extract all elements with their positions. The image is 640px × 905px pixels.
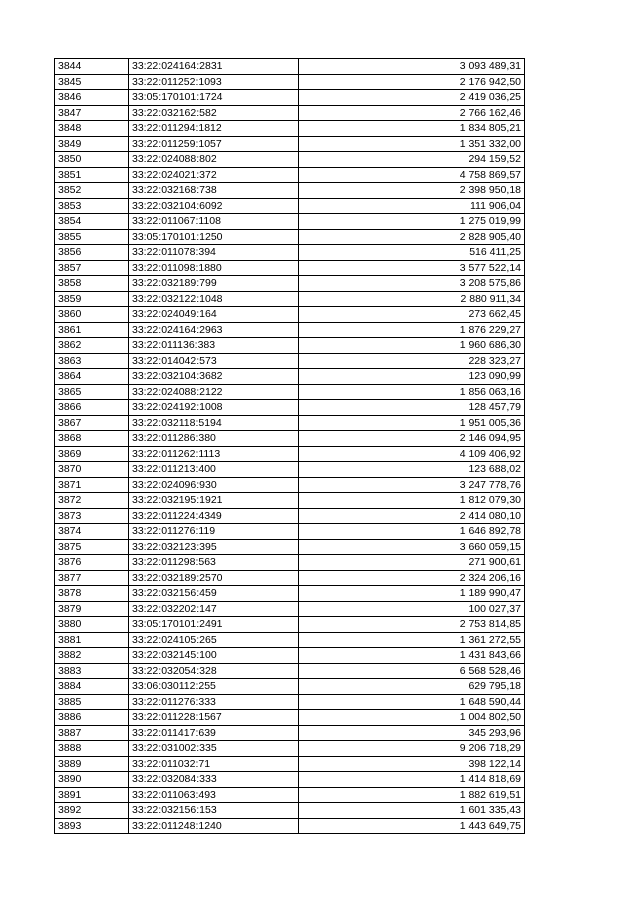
row-number-cell: 3846 (55, 90, 129, 106)
table-row (55, 167, 525, 183)
cadastral-number-cell: 33:22:011067:1108 (129, 214, 299, 230)
table-row (55, 121, 525, 137)
row-number-cell: 3875 (55, 539, 129, 555)
cadastral-value-cell: 228 323,27 (299, 353, 525, 369)
cadastral-number-cell: 33:22:024105:265 (129, 632, 299, 648)
cadastral-number-cell: 33:22:032168:738 (129, 183, 299, 199)
table-row (55, 415, 525, 431)
cadastral-value-cell: 4 758 869,57 (299, 167, 525, 183)
row-number-cell: 3859 (55, 291, 129, 307)
cadastral-number-cell: 33:22:011098:1880 (129, 260, 299, 276)
table-row (55, 446, 525, 462)
cadastral-number-cell: 33:22:011213:400 (129, 462, 299, 478)
table-row (55, 493, 525, 509)
table-row (55, 322, 525, 338)
cadastral-value-cell: 1 812 079,30 (299, 493, 525, 509)
cadastral-value-cell: 3 247 778,76 (299, 477, 525, 493)
cadastral-value-cell: 1 648 590,44 (299, 694, 525, 710)
row-number-cell: 3890 (55, 772, 129, 788)
cadastral-number-cell: 33:22:011259:1057 (129, 136, 299, 152)
table-row (55, 198, 525, 214)
row-number-cell: 3886 (55, 710, 129, 726)
cadastral-number-cell: 33:22:024096:930 (129, 477, 299, 493)
cadastral-value-cell: 1 834 805,21 (299, 121, 525, 137)
cadastral-value-cell: 1 275 019,99 (299, 214, 525, 230)
row-number-cell: 3893 (55, 818, 129, 834)
cadastral-number-cell: 33:22:024164:2963 (129, 322, 299, 338)
row-number-cell: 3872 (55, 493, 129, 509)
cadastral-value-cell: 2 880 911,34 (299, 291, 525, 307)
row-number-cell: 3852 (55, 183, 129, 199)
cadastral-value-cell: 271 900,61 (299, 555, 525, 571)
table-row (55, 632, 525, 648)
cadastral-number-cell: 33:22:032054:328 (129, 663, 299, 679)
row-number-cell: 3865 (55, 384, 129, 400)
cadastral-value-cell: 2 324 206,16 (299, 570, 525, 586)
cadastral-number-cell: 33:22:032104:3682 (129, 369, 299, 385)
table-row (55, 431, 525, 447)
table-row (55, 617, 525, 633)
row-number-cell: 3873 (55, 508, 129, 524)
cadastral-value-cell: 1 414 818,69 (299, 772, 525, 788)
table-row (55, 74, 525, 90)
row-number-cell: 3882 (55, 648, 129, 664)
table-row (55, 59, 525, 75)
cadastral-value-cell: 398 122,14 (299, 756, 525, 772)
cadastral-value-cell: 2 414 080,10 (299, 508, 525, 524)
cadastral-number-cell: 33:22:011262:1113 (129, 446, 299, 462)
row-number-cell: 3869 (55, 446, 129, 462)
cadastral-number-cell: 33:22:032195:1921 (129, 493, 299, 509)
cadastral-value-cell: 1 951 005,36 (299, 415, 525, 431)
row-number-cell: 3868 (55, 431, 129, 447)
cadastral-value-cell: 345 293,96 (299, 725, 525, 741)
document-page (54, 58, 525, 834)
row-number-cell: 3877 (55, 570, 129, 586)
row-number-cell: 3867 (55, 415, 129, 431)
cadastral-number-cell: 33:22:032104:6092 (129, 198, 299, 214)
table-row (55, 741, 525, 757)
table-row (55, 260, 525, 276)
cadastral-value-cell: 3 093 489,31 (299, 59, 525, 75)
cadastral-number-cell: 33:22:011417:639 (129, 725, 299, 741)
table-row (55, 648, 525, 664)
table-row (55, 710, 525, 726)
cadastral-number-cell: 33:22:011136:383 (129, 338, 299, 354)
row-number-cell: 3862 (55, 338, 129, 354)
cadastral-number-cell: 33:22:024021:372 (129, 167, 299, 183)
cadastral-number-cell: 33:22:011286:380 (129, 431, 299, 447)
table-row (55, 152, 525, 168)
cadastral-number-cell: 33:22:032189:2570 (129, 570, 299, 586)
cadastral-number-cell: 33:22:032123:395 (129, 539, 299, 555)
row-number-cell: 3884 (55, 679, 129, 695)
cadastral-value-cell: 123 688,02 (299, 462, 525, 478)
row-number-cell: 3891 (55, 787, 129, 803)
cadastral-value-cell: 3 577 522,14 (299, 260, 525, 276)
cadastral-value-cell: 111 906,04 (299, 198, 525, 214)
table-row (55, 508, 525, 524)
cadastral-value-cell: 1 601 335,43 (299, 803, 525, 819)
row-number-cell: 3870 (55, 462, 129, 478)
cadastral-number-cell: 33:05:170101:2491 (129, 617, 299, 633)
row-number-cell: 3844 (55, 59, 129, 75)
table-row (55, 539, 525, 555)
table-row (55, 803, 525, 819)
table-row (55, 307, 525, 323)
cadastral-number-cell: 33:22:024164:2831 (129, 59, 299, 75)
cadastral-number-cell: 33:22:011298:563 (129, 555, 299, 571)
table-row (55, 524, 525, 540)
row-number-cell: 3860 (55, 307, 129, 323)
table-row (55, 214, 525, 230)
cadastral-number-cell: 33:22:011032:71 (129, 756, 299, 772)
table-row (55, 353, 525, 369)
cadastral-number-cell: 33:22:024088:2122 (129, 384, 299, 400)
row-number-cell: 3878 (55, 586, 129, 602)
table-row (55, 772, 525, 788)
cadastral-number-cell: 33:22:011228:1567 (129, 710, 299, 726)
row-number-cell: 3856 (55, 245, 129, 261)
cadastral-value-cell: 1 882 619,51 (299, 787, 525, 803)
cadastral-value-cell: 2 176 942,50 (299, 74, 525, 90)
cadastral-number-cell: 33:22:011248:1240 (129, 818, 299, 834)
cadastral-number-cell: 33:22:011294:1812 (129, 121, 299, 137)
table-row (55, 338, 525, 354)
table-row (55, 245, 525, 261)
table-row (55, 369, 525, 385)
table-row (55, 229, 525, 245)
cadastral-value-table (54, 58, 525, 834)
table-row (55, 663, 525, 679)
cadastral-number-cell: 33:22:032156:153 (129, 803, 299, 819)
cadastral-value-cell: 294 159,52 (299, 152, 525, 168)
cadastral-value-cell: 629 795,18 (299, 679, 525, 695)
cadastral-value-cell: 9 206 718,29 (299, 741, 525, 757)
table-row (55, 679, 525, 695)
row-number-cell: 3863 (55, 353, 129, 369)
row-number-cell: 3879 (55, 601, 129, 617)
row-number-cell: 3845 (55, 74, 129, 90)
row-number-cell: 3885 (55, 694, 129, 710)
cadastral-value-cell: 1 876 229,27 (299, 322, 525, 338)
row-number-cell: 3849 (55, 136, 129, 152)
row-number-cell: 3892 (55, 803, 129, 819)
row-number-cell: 3866 (55, 400, 129, 416)
table-row (55, 105, 525, 121)
row-number-cell: 3861 (55, 322, 129, 338)
row-number-cell: 3855 (55, 229, 129, 245)
cadastral-number-cell: 33:22:032162:582 (129, 105, 299, 121)
table-row (55, 586, 525, 602)
cadastral-value-cell: 2 753 814,85 (299, 617, 525, 633)
table-row (55, 136, 525, 152)
cadastral-value-cell: 4 109 406,92 (299, 446, 525, 462)
cadastral-number-cell: 33:05:170101:1250 (129, 229, 299, 245)
row-number-cell: 3880 (55, 617, 129, 633)
table-row (55, 400, 525, 416)
cadastral-number-cell: 33:22:032202:147 (129, 601, 299, 617)
cadastral-value-cell: 1 004 802,50 (299, 710, 525, 726)
cadastral-value-cell: 2 828 905,40 (299, 229, 525, 245)
cadastral-value-cell: 2 146 094,95 (299, 431, 525, 447)
row-number-cell: 3887 (55, 725, 129, 741)
table-row (55, 477, 525, 493)
cadastral-number-cell: 33:05:170101:1724 (129, 90, 299, 106)
cadastral-number-cell: 33:22:011078:394 (129, 245, 299, 261)
cadastral-value-cell: 128 457,79 (299, 400, 525, 416)
row-number-cell: 3888 (55, 741, 129, 757)
row-number-cell: 3847 (55, 105, 129, 121)
cadastral-number-cell: 33:22:032145:100 (129, 648, 299, 664)
cadastral-number-cell: 33:22:011252:1093 (129, 74, 299, 90)
row-number-cell: 3853 (55, 198, 129, 214)
cadastral-value-cell: 516 411,25 (299, 245, 525, 261)
table-row (55, 570, 525, 586)
table-row (55, 291, 525, 307)
row-number-cell: 3881 (55, 632, 129, 648)
cadastral-number-cell: 33:22:011276:119 (129, 524, 299, 540)
cadastral-number-cell: 33:22:011276:333 (129, 694, 299, 710)
table-row (55, 276, 525, 292)
table-row (55, 818, 525, 834)
cadastral-value-cell: 1 431 843,66 (299, 648, 525, 664)
row-number-cell: 3848 (55, 121, 129, 137)
row-number-cell: 3857 (55, 260, 129, 276)
cadastral-number-cell: 33:22:032084:333 (129, 772, 299, 788)
table-row (55, 555, 525, 571)
row-number-cell: 3858 (55, 276, 129, 292)
row-number-cell: 3889 (55, 756, 129, 772)
cadastral-value-cell: 2 398 950,18 (299, 183, 525, 199)
table-row (55, 725, 525, 741)
table-row (55, 462, 525, 478)
row-number-cell: 3876 (55, 555, 129, 571)
row-number-cell: 3850 (55, 152, 129, 168)
cadastral-value-cell: 1 443 649,75 (299, 818, 525, 834)
table-row (55, 756, 525, 772)
row-number-cell: 3883 (55, 663, 129, 679)
row-number-cell: 3874 (55, 524, 129, 540)
cadastral-number-cell: 33:22:024192:1008 (129, 400, 299, 416)
table-row (55, 384, 525, 400)
cadastral-value-cell: 273 662,45 (299, 307, 525, 323)
cadastral-number-cell: 33:22:011224:4349 (129, 508, 299, 524)
row-number-cell: 3864 (55, 369, 129, 385)
row-number-cell: 3871 (55, 477, 129, 493)
cadastral-number-cell: 33:22:032189:799 (129, 276, 299, 292)
cadastral-number-cell: 33:22:032156:459 (129, 586, 299, 602)
cadastral-number-cell: 33:22:031002:335 (129, 741, 299, 757)
cadastral-value-cell: 3 660 059,15 (299, 539, 525, 555)
cadastral-value-cell: 1 361 272,55 (299, 632, 525, 648)
cadastral-value-cell: 1 189 990,47 (299, 586, 525, 602)
cadastral-number-cell: 33:22:024088:802 (129, 152, 299, 168)
cadastral-value-cell: 2 766 162,46 (299, 105, 525, 121)
table-row (55, 601, 525, 617)
cadastral-number-cell: 33:06:030112:255 (129, 679, 299, 695)
cadastral-number-cell: 33:22:024049:164 (129, 307, 299, 323)
table-row (55, 694, 525, 710)
row-number-cell: 3854 (55, 214, 129, 230)
table-row (55, 787, 525, 803)
table-row (55, 90, 525, 106)
cadastral-number-cell: 33:22:032122:1048 (129, 291, 299, 307)
cadastral-value-cell: 1 646 892,78 (299, 524, 525, 540)
cadastral-value-cell: 6 568 528,46 (299, 663, 525, 679)
cadastral-number-cell: 33:22:032118:5194 (129, 415, 299, 431)
cadastral-number-cell: 33:22:011063:493 (129, 787, 299, 803)
cadastral-value-cell: 1 960 686,30 (299, 338, 525, 354)
cadastral-value-cell: 1 351 332,00 (299, 136, 525, 152)
row-number-cell: 3851 (55, 167, 129, 183)
table-row (55, 183, 525, 199)
cadastral-value-cell: 3 208 575,86 (299, 276, 525, 292)
cadastral-value-cell: 2 419 036,25 (299, 90, 525, 106)
cadastral-number-cell: 33:22:014042:573 (129, 353, 299, 369)
cadastral-value-cell: 100 027,37 (299, 601, 525, 617)
table-body (55, 59, 525, 834)
cadastral-value-cell: 1 856 063,16 (299, 384, 525, 400)
cadastral-value-cell: 123 090,99 (299, 369, 525, 385)
